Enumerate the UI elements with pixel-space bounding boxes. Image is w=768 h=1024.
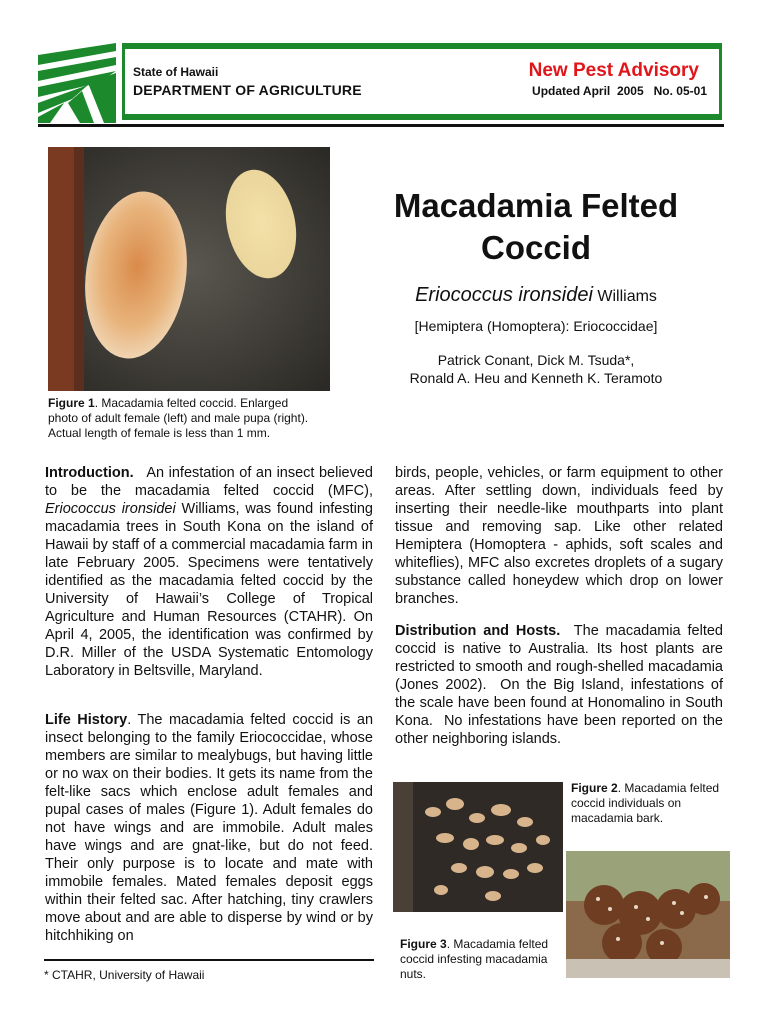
figure1-caption-line1: . Macadamia felted coccid. Enlarged	[94, 396, 289, 410]
bark-photo-icon	[393, 782, 563, 912]
intro-text-a: An infestation of an insect believed to be the macadamia felted coccid (MFC),	[45, 465, 378, 499]
figure1-label: Figure 1	[48, 396, 95, 410]
figure2-caption-line2: coccid individuals on	[571, 796, 682, 810]
figure3-photo	[566, 851, 730, 978]
state-name: State of Hawaii	[133, 65, 219, 79]
authors	[374, 351, 698, 387]
title-line1: Macadamia Felted	[393, 187, 679, 224]
figure1-caption-line2: photo of adult female (left) and male pupa (right).	[48, 411, 309, 425]
life-history-paragraph	[45, 711, 373, 945]
figure1-photo	[48, 147, 330, 391]
advisory-title: New Pest Advisory	[528, 60, 699, 81]
figure3-caption-line3: nuts.	[400, 967, 427, 981]
figure3-caption-line2: coccid infesting macadamia	[400, 952, 548, 966]
figure3-label: Figure 3	[400, 937, 447, 951]
distribution-heading: Distribution and Hosts.	[395, 623, 561, 639]
intro-species: Eriococcus ironsidei	[45, 501, 176, 517]
continued-paragraph: birds, people, vehicles, or farm equipment to other areas. After settling down, individuals feed by inserting their needle-like mouthparts into plant tissue and removing sap. Like other related Hemiptera (Homoptera - aphids, soft scales and whiteflies), MFC also excretes droplets of a sugary substance called honeydew which drop on lower branches.	[395, 465, 723, 607]
title-line2: Coccid	[480, 229, 592, 266]
distribution-paragraph	[395, 622, 728, 748]
coccid-photo-icon	[48, 147, 330, 391]
distribution-text: The macadamia felted coccid is native to Australia. Its host plants are restricted to smooth and rough-shelled macadamia (Jones 2002). On the Big Island, infestations of the scale have been found at Honomalino in South Kona. No infestations have been reported on the other neighboring islands.	[395, 623, 728, 747]
advisory-date-number: Updated April 2005 No. 05-01	[532, 84, 707, 98]
figure3-caption-line1: . Macadamia felted	[446, 937, 549, 951]
header-band	[122, 43, 722, 120]
figure2-caption	[571, 781, 736, 826]
macadamia-nuts-photo-icon	[566, 851, 730, 978]
hdoa-logo	[38, 43, 116, 123]
authors-line2: Ronald A. Heu and Kenneth K. Teramoto	[409, 370, 663, 386]
life-history-text: . The macadamia felted coccid is an insect belonging to the family Eriococcidae, whose members are similar to mealybugs, but having little or no wax on their bodies. It gets its name from the felt-like sacs which enclose adult females and pupal cases of males (Figure 1). Adult females do not have wings and are immobile. Adult males have wings and are gnat-like, but do not feed. Their only purpose is to locate and mate with immobile females. Mated females deposit eggs within their felted sac. After hatching, tiny crawlers move about and are able to disperse by wind or by hitchhiking on	[45, 712, 374, 944]
taxonomy-line: [Hemiptera (Homoptera): Eriococcidae]	[414, 318, 658, 334]
footnote-rule	[44, 959, 374, 961]
figure2-label: Figure 2	[571, 781, 618, 795]
species-authority: Williams	[592, 288, 657, 305]
intro-heading: Introduction.	[45, 465, 134, 481]
species-name: Eriococcus ironsidei	[415, 284, 593, 306]
figure3-caption	[400, 937, 564, 982]
footnote: * CTAHR, University of Hawaii	[44, 968, 205, 982]
intro-paragraph	[45, 464, 378, 680]
hdoa-logo-icon	[38, 43, 116, 123]
figure2-caption-line1: . Macadamia felted	[617, 781, 720, 795]
figure2-caption-line3: macadamia bark.	[571, 811, 664, 825]
header-rule	[38, 124, 724, 127]
figure2-photo	[393, 782, 563, 912]
life-history-heading: Life History	[45, 712, 128, 728]
scientific-name	[374, 284, 698, 307]
figure1-caption	[48, 396, 338, 441]
intro-text-b: Williams, was found infesting macadamia trees in South Kona on the island of Hawaii by staff of a commercial macadamia farm in late February 2005. Specimens were tentatively identified as the macadamia felted coccid by the University of Hawaii’s College of Tropical Agriculture and Human Resources (CTAHR). On April 4, 2005, the identification was confirmed by D.R. Miller of the USDA Systematic Entomology Laboratory in Beltsville, Maryland.	[45, 501, 373, 679]
authors-line1: Patrick Conant, Dick M. Tsuda*,	[437, 352, 635, 368]
figure1-caption-line3: Actual length of female is less than 1 mm.	[48, 426, 271, 440]
page-title	[374, 185, 698, 269]
department-name: DEPARTMENT OF AGRICULTURE	[133, 82, 362, 98]
